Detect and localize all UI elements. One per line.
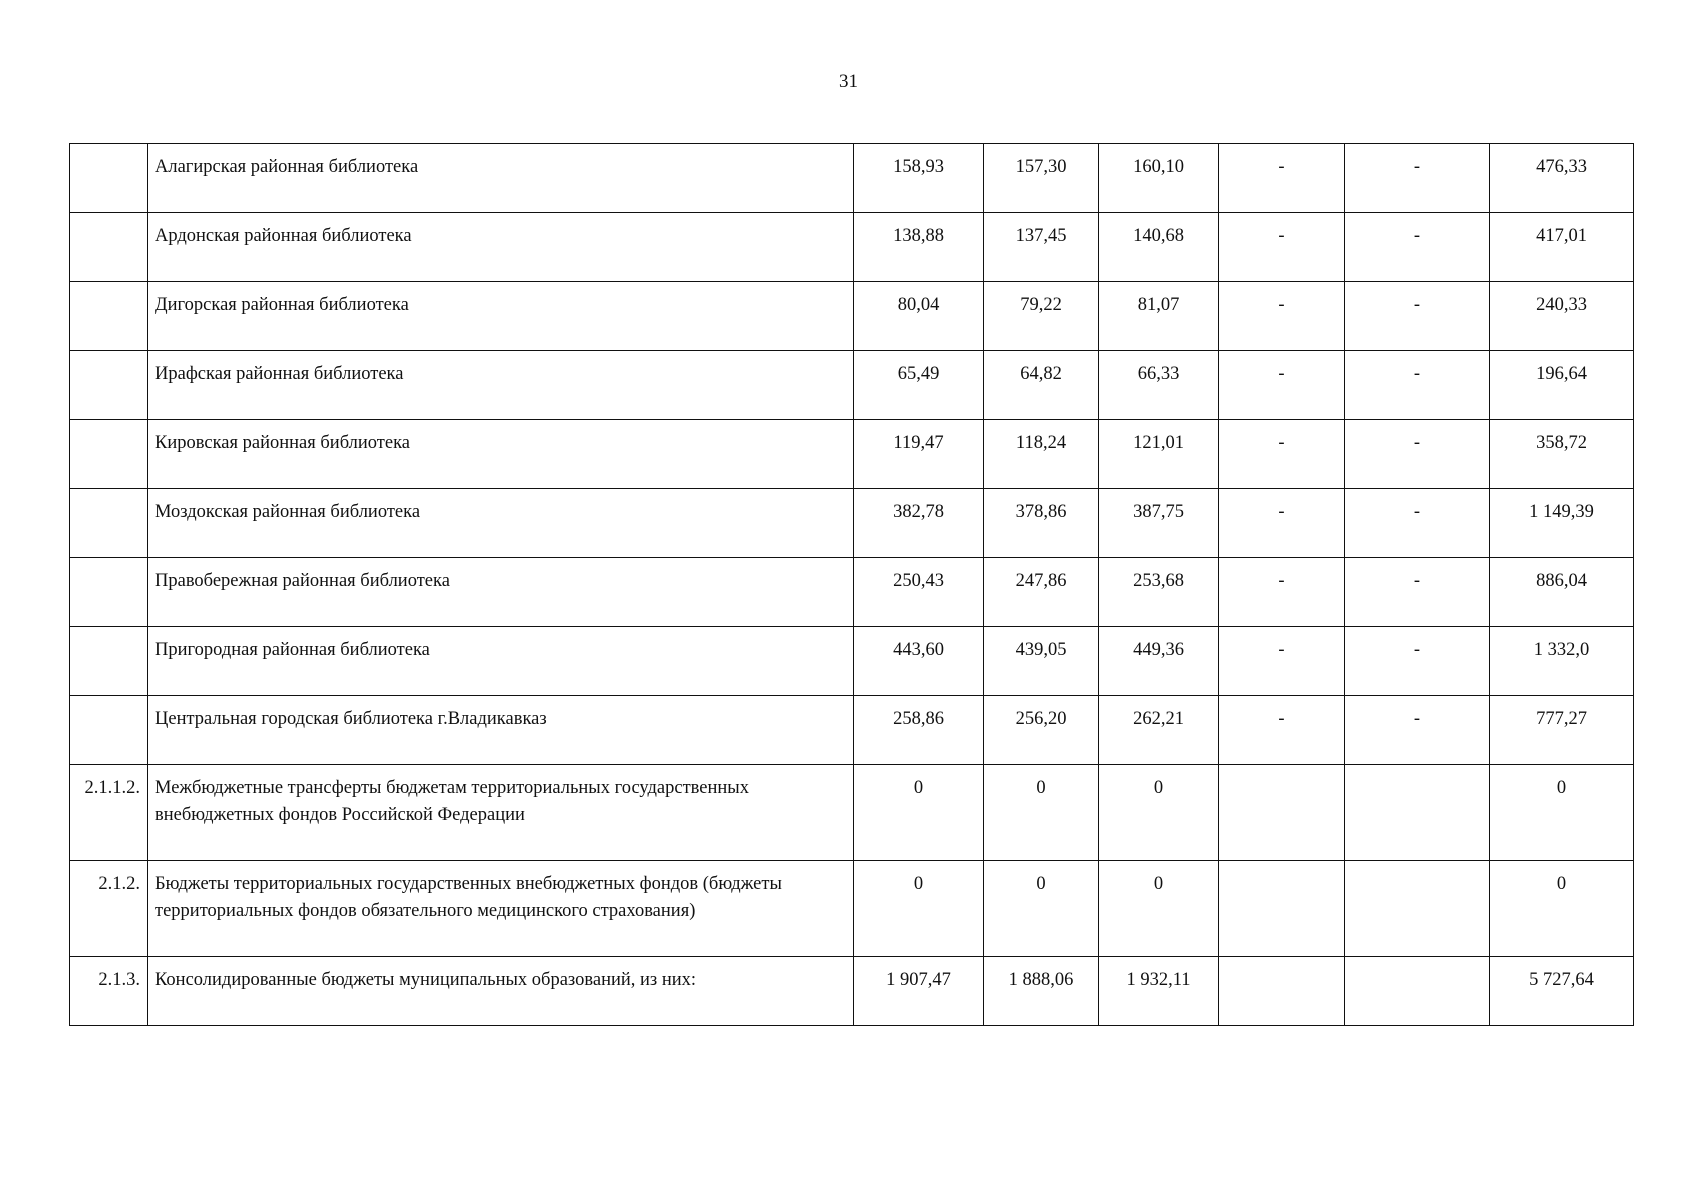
value-cell-4 [1219, 957, 1345, 1026]
value-cell-2: 79,22 [984, 282, 1099, 351]
value-cell-3: 253,68 [1099, 558, 1219, 627]
row-name-cell: Дигорская районная библиотека [148, 282, 854, 351]
row-number-cell: 2.1.2. [70, 861, 148, 957]
total-cell: 476,33 [1490, 144, 1634, 213]
value-cell-2: 256,20 [984, 696, 1099, 765]
value-cell-2: 378,86 [984, 489, 1099, 558]
total-cell: 5 727,64 [1490, 957, 1634, 1026]
row-number-cell [70, 558, 148, 627]
total-cell: 196,64 [1490, 351, 1634, 420]
row-number-cell: 2.1.1.2. [70, 765, 148, 861]
row-name-cell: Ардонская районная библиотека [148, 213, 854, 282]
row-number-cell: 2.1.3. [70, 957, 148, 1026]
value-cell-4: - [1219, 558, 1345, 627]
value-cell-1: 1 907,47 [854, 957, 984, 1026]
value-cell-1: 65,49 [854, 351, 984, 420]
value-cell-5: - [1345, 489, 1490, 558]
table-row [70, 957, 1634, 1026]
value-cell-5: - [1345, 282, 1490, 351]
row-name-cell: Бюджеты территориальных государственных внебюджетных фондов (бюджеты территориальных фондов обязательного медицинского страхования) [148, 861, 854, 957]
value-cell-4: - [1219, 144, 1345, 213]
table-row [70, 861, 1634, 957]
value-cell-2: 0 [984, 861, 1099, 957]
value-cell-1: 80,04 [854, 282, 984, 351]
row-name-cell: Пригородная районная библиотека [148, 627, 854, 696]
row-number-cell [70, 627, 148, 696]
table-row [70, 696, 1634, 765]
value-cell-3: 262,21 [1099, 696, 1219, 765]
row-name-cell: Алагирская районная библиотека [148, 144, 854, 213]
value-cell-5 [1345, 861, 1490, 957]
value-cell-5: - [1345, 558, 1490, 627]
row-number-cell [70, 351, 148, 420]
value-cell-4: - [1219, 489, 1345, 558]
total-cell: 0 [1490, 765, 1634, 861]
total-cell: 240,33 [1490, 282, 1634, 351]
total-cell: 417,01 [1490, 213, 1634, 282]
table-row [70, 282, 1634, 351]
value-cell-5: - [1345, 627, 1490, 696]
table-row [70, 558, 1634, 627]
table-row [70, 627, 1634, 696]
value-cell-1: 138,88 [854, 213, 984, 282]
value-cell-3: 0 [1099, 861, 1219, 957]
row-name-cell: Центральная городская библиотека г.Владикавказ [148, 696, 854, 765]
value-cell-3: 81,07 [1099, 282, 1219, 351]
value-cell-4: - [1219, 696, 1345, 765]
value-cell-2: 247,86 [984, 558, 1099, 627]
total-cell: 777,27 [1490, 696, 1634, 765]
value-cell-1: 443,60 [854, 627, 984, 696]
value-cell-3: 140,68 [1099, 213, 1219, 282]
row-name-cell: Ирафская районная библиотека [148, 351, 854, 420]
value-cell-3: 160,10 [1099, 144, 1219, 213]
value-cell-3: 0 [1099, 765, 1219, 861]
row-number-cell [70, 144, 148, 213]
page-number: 31 [839, 71, 858, 92]
table-row [70, 213, 1634, 282]
table-row [70, 351, 1634, 420]
value-cell-3: 387,75 [1099, 489, 1219, 558]
value-cell-4: - [1219, 282, 1345, 351]
value-cell-3: 121,01 [1099, 420, 1219, 489]
budget-table [69, 143, 1634, 1026]
row-number-cell [70, 282, 148, 351]
row-name-cell: Консолидированные бюджеты муниципальных образований, из них: [148, 957, 854, 1026]
value-cell-1: 158,93 [854, 144, 984, 213]
value-cell-4 [1219, 765, 1345, 861]
value-cell-5 [1345, 765, 1490, 861]
row-number-cell [70, 213, 148, 282]
total-cell: 358,72 [1490, 420, 1634, 489]
value-cell-2: 1 888,06 [984, 957, 1099, 1026]
row-name-cell: Правобережная районная библиотека [148, 558, 854, 627]
value-cell-5: - [1345, 213, 1490, 282]
value-cell-2: 0 [984, 765, 1099, 861]
table-row [70, 765, 1634, 861]
value-cell-3: 66,33 [1099, 351, 1219, 420]
value-cell-4 [1219, 861, 1345, 957]
table-row [70, 489, 1634, 558]
value-cell-2: 157,30 [984, 144, 1099, 213]
value-cell-1: 119,47 [854, 420, 984, 489]
value-cell-4: - [1219, 420, 1345, 489]
table-row [70, 420, 1634, 489]
value-cell-2: 118,24 [984, 420, 1099, 489]
row-number-cell [70, 420, 148, 489]
total-cell: 1 149,39 [1490, 489, 1634, 558]
value-cell-3: 449,36 [1099, 627, 1219, 696]
value-cell-5: - [1345, 696, 1490, 765]
value-cell-3: 1 932,11 [1099, 957, 1219, 1026]
value-cell-2: 137,45 [984, 213, 1099, 282]
total-cell: 1 332,0 [1490, 627, 1634, 696]
value-cell-4: - [1219, 627, 1345, 696]
row-number-cell [70, 489, 148, 558]
value-cell-1: 382,78 [854, 489, 984, 558]
row-name-cell: Кировская районная библиотека [148, 420, 854, 489]
table-row [70, 144, 1634, 213]
value-cell-5: - [1345, 351, 1490, 420]
total-cell: 886,04 [1490, 558, 1634, 627]
row-number-cell [70, 696, 148, 765]
value-cell-4: - [1219, 351, 1345, 420]
value-cell-2: 64,82 [984, 351, 1099, 420]
value-cell-1: 0 [854, 765, 984, 861]
value-cell-5: - [1345, 144, 1490, 213]
total-cell: 0 [1490, 861, 1634, 957]
value-cell-1: 250,43 [854, 558, 984, 627]
value-cell-1: 0 [854, 861, 984, 957]
value-cell-1: 258,86 [854, 696, 984, 765]
value-cell-5: - [1345, 420, 1490, 489]
row-name-cell: Межбюджетные трансферты бюджетам территориальных государственных внебюджетных фондов Российской Федерации [148, 765, 854, 861]
value-cell-5 [1345, 957, 1490, 1026]
row-name-cell: Моздокская районная библиотека [148, 489, 854, 558]
value-cell-4: - [1219, 213, 1345, 282]
value-cell-2: 439,05 [984, 627, 1099, 696]
